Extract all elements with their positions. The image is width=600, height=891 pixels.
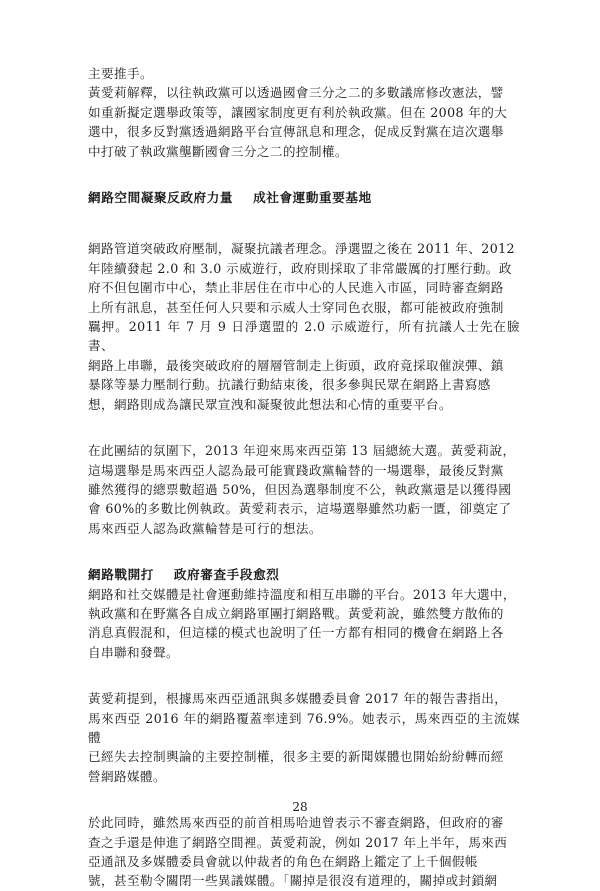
- paragraph-1: 黃愛莉解釋，以往執政黨可以透過國會三分之二的多數議席修改憲法，譬 如重新擬定選舉政策等，讓國家制度更有利於執政黨。但在 2008 年的大 選中，很多反對黨透過網路平台宣傳訊息和理念，促成反對黨在這次選舉 中打破了執政黨壟斷國會三分之二的控制權。: [88, 85, 508, 159]
- paragraph-4: 網路和社交媒體是社會運動維持溫度和相互串聯的平台。2013 年大選中， 執政黨和在野黨各自成立網路軍團打網路戰。黃愛莉說，雖然雙方散佈的 消息真假混和，但這樣的模式也說明了任一方都有相同的機會在網路上各 自串聯和發聲。: [88, 586, 516, 660]
- paragraph-3: 在此團結的氛圍下，2013 年迎來馬來西亞第 13 屆總統大選。黃愛莉說， 這場選舉是馬來西亞人認為最可能實踐政黨輪替的一場選舉，最後反對黨 雖然獲得的總票數超過 50%，但因為選舉制度不公，執政黨還是以獲得國 會 60%的多數比例執政。黃愛莉表示，這場選舉雖然功虧一匱，卻奠定了 馬來西亞人認為政黨輪替是可行的想法。: [88, 443, 516, 536]
- page-number: 28: [292, 800, 308, 814]
- paragraph-6: 於此同時，雖然馬來西亞的前首相馬哈迪曾表示不審查網路，但政府的審 查之手還是伸進了網路空間裡。黃愛莉說，例如 2017 年上半年，馬來西 亞通訊及多媒體委員會就以仲裁者的角色在網路上鑑定了上千個假帳 號，甚至勒令關閉一些異議媒體。「關掉是很沒有道理的，關掉或封鎖網: [88, 815, 508, 889]
- paragraph-5: 黃愛莉提到，根據馬來西亞通訊與多媒體委員會 2017 年的報告書指出， 馬來西亞 2016 年的網路覆蓋率達到 76.9%。她表示，馬來西亞的主流媒體 已經失去控制輿論的主要控制權，很多主要的新聞媒體也開始紛紛轉而經 營網路媒體。: [88, 691, 520, 784]
- paragraph-0: 主要推手。: [88, 66, 153, 81]
- section-heading-1: 網路空間凝聚反政府力量 成社會運動重要基地: [88, 190, 372, 206]
- paragraph-2: 網路管道突破政府壓制，凝聚抗議者理念。淨選盟之後在 2011 年、2012 年陸續發起 2.0 和 3.0 示威遊行，政府則採取了非常嚴厲的打壓行動。政 府不但包圍市中心，禁止非居住在市中心的人民進入市區，同時審查網路 上所有訊息，甚至任何人只要和示威人士穿同色衣服，都可能被政府強制 羈押。2011 年 7 月 9 日淨選盟的 2.0 示威遊行，所有抗議人士先在臉書、 網路上串聯，最後突破政府的層層管制走上街頭，政府竟採取催淚彈、鎮 暴隊等暴力壓制行動。抗議行動結束後，很多參與民眾在網路上書寫感 想，網路則成為讓民眾宣洩和凝聚彼此想法和心情的重要平台。: [88, 241, 520, 412]
- document-body: [88, 64, 520, 891]
- section-heading-2: 網路戰開打 政府審查手段愈烈: [88, 567, 280, 583]
